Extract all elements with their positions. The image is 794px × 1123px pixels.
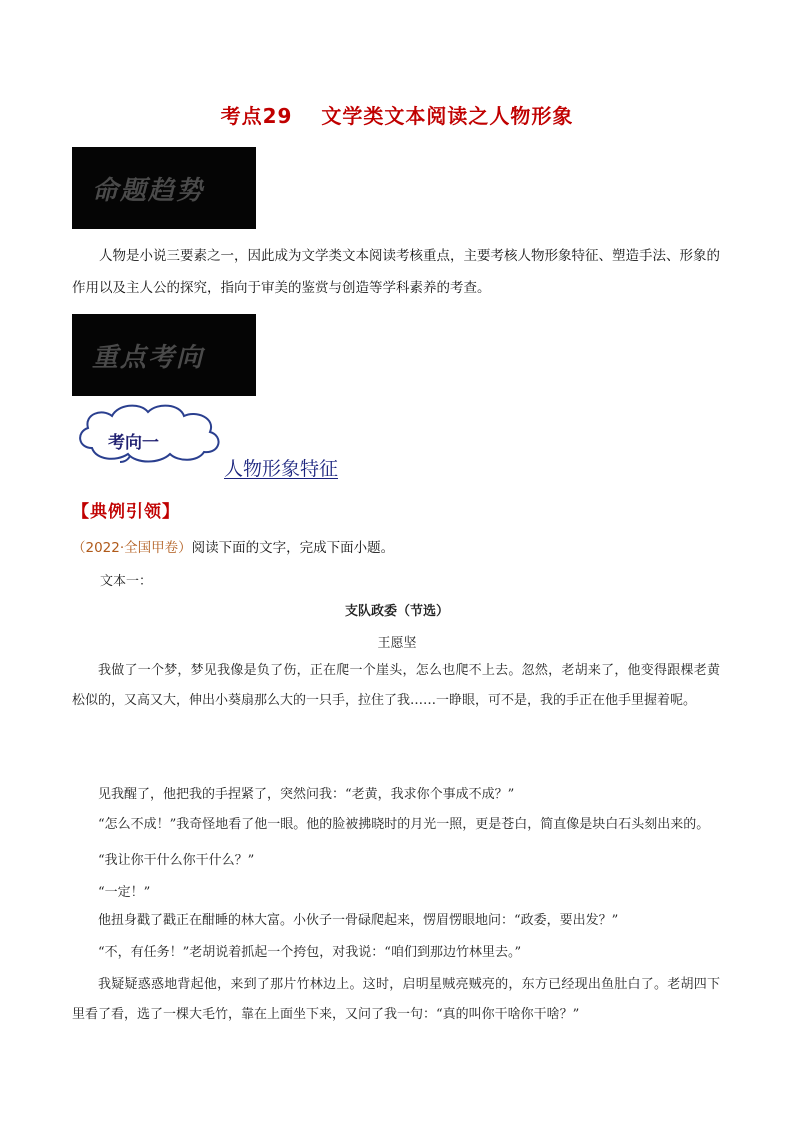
story-paragraph: 我疑疑惑惑地背起他，来到了那片竹林边上。这时，启明星贼亮贼亮的，东方已经现出鱼肚白了。老胡四下里看了看，选了一棵大毛竹，靠在上面坐下来，又问了我一句：“真的叫你干啥你干啥？” [72,977,720,1022]
section-badge: 考向一 [108,433,159,453]
story-paragraph: 我做了一个梦，梦见我像是负了伤，正在爬一个崖头，怎么也爬不上去。忽然，老胡来了，他变得跟棵老黄松似的，又高又大，伸出小葵扇那么大的一只手，拉住了我……一睁眼，可不是，我的手正在他手里握着呢。 [72,663,720,708]
story-paragraph: “怎么不成！”我奇怪地看了他一眼。他的脸被拂晓时的月光一照，更是苍白，简直像是块白石头刻出来的。 [98,817,710,832]
section-heading: 人物形象特征 [224,458,339,480]
intro-paragraph: 人物是小说三要素之一，因此成为文学类文本阅读考核重点，主要考核人物形象特征、塑造手法、形象的作用以及主人公的探究，指向于审美的鉴赏与创造等学科素养的考查。 [72,248,720,296]
trend-banner [72,147,256,229]
focus-banner-label: 重点考向 [92,342,205,373]
story-paragraph: “我让你干什么你干什么？” [98,853,255,868]
story-paragraph: 他扭身戳了戳正在酣睡的林大富。小伙子一骨碌爬起来，愣眉愣眼地问：“政委，要出发？” [98,913,619,928]
exam-source: （2022·全国甲卷） [72,540,192,556]
story-paragraph: “一定！” [98,885,151,900]
reading-instruction: 阅读下面的文字，完成下面小题。 [191,540,395,556]
focus-banner [72,314,256,396]
story-author: 王愿坚 [377,636,417,651]
story-paragraph: 见我醒了，他把我的手捏紧了，突然问我：“老黄，我求你个事成不成？” [98,787,515,802]
story-paragraph: “不，有任务！”老胡说着抓起一个挎包，对我说：“咱们到那边竹林里去。” [98,945,522,960]
source-line [72,536,394,556]
trend-banner-label: 命题趋势 [92,175,205,206]
example-label: 【典例引领】 [72,502,180,522]
page-title: 考点29 文学类文本阅读之人物形象 [220,104,574,128]
story-title: 支队政委（节选） [344,604,449,619]
text-one-label: 文本一： [100,574,153,589]
